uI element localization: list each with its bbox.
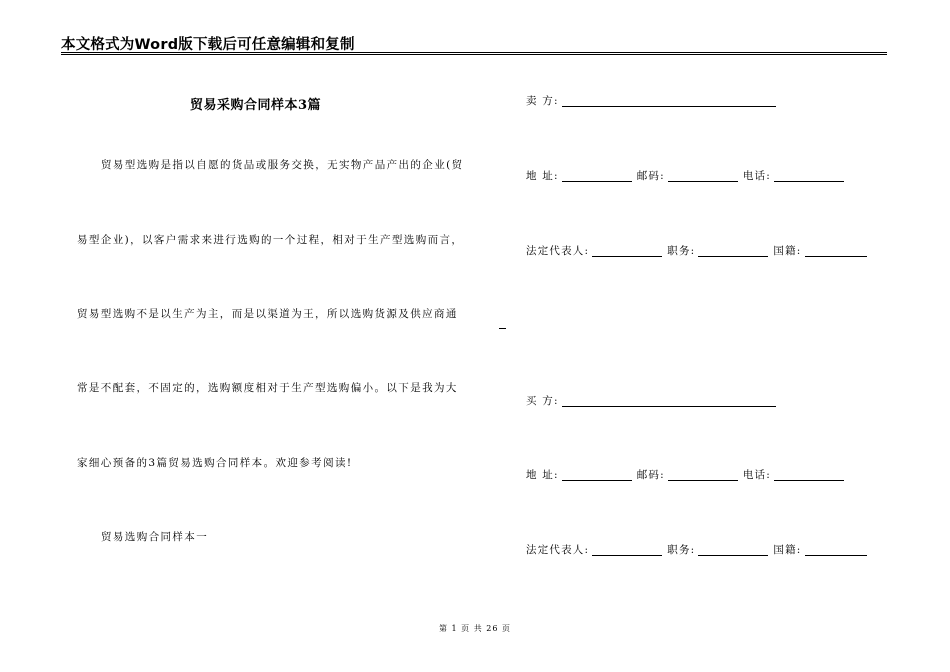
banner-rule-bottom — [61, 54, 887, 55]
buyer-rep-label: 法定代表人: — [526, 544, 590, 556]
buyer-party-row — [526, 393, 781, 408]
seller-address-blank[interactable] — [562, 170, 632, 182]
seller-position-label: 职务: — [667, 245, 696, 257]
buyer-nationality-blank[interactable] — [805, 544, 867, 556]
buyer-address-blank[interactable] — [562, 469, 632, 481]
seller-address-row — [526, 168, 849, 183]
seller-party-row — [526, 93, 781, 108]
buyer-party-blank[interactable] — [562, 395, 776, 407]
intro-line: 贸易型选购是指以自愿的货品或服务交换，无实物产品产出的企业(贸 — [101, 159, 464, 171]
banner-rule-top — [61, 52, 887, 53]
seller-phone-blank[interactable] — [774, 170, 844, 182]
intro-line: 贸易型选购不是以生产为主，而是以渠道为王，所以选购货源及供应商通 — [77, 308, 458, 320]
buyer-phone-label: 电话: — [742, 469, 771, 481]
seller-party-blank[interactable] — [562, 95, 776, 107]
buyer-postcode-label: 邮码: — [636, 469, 665, 481]
seller-nationality-blank[interactable] — [805, 245, 867, 257]
seller-rep-blank[interactable] — [592, 245, 662, 257]
document-banner: 本文格式为Word版下载后可任意编辑和复制 — [61, 37, 355, 53]
buyer-phone-blank[interactable] — [774, 469, 844, 481]
intro-line: 家细心预备的3篇贸易选购合同样本。欢迎参考阅读! — [77, 457, 353, 469]
page-title: 贸易采购合同样本3篇 — [190, 98, 322, 113]
buyer-address-row — [526, 467, 849, 482]
intro-line: 常是不配套，不固定的，选购额度相对于生产型选购偏小。以下是我为大 — [77, 382, 458, 394]
seller-address-label: 地 址: — [526, 170, 559, 182]
seller-rep-row — [526, 243, 872, 258]
buyer-rep-row — [526, 542, 872, 557]
intro-line: 易型企业)，以客户需求来进行选购的一个过程，相对于生产型选购而言， — [77, 234, 464, 246]
seller-rep-label: 法定代表人: — [526, 245, 590, 257]
sample-heading: 贸易选购合同样本一 — [101, 531, 209, 543]
seller-party-label: 卖 方: — [526, 95, 559, 107]
seller-nationality-label: 国籍: — [773, 245, 802, 257]
buyer-party-label: 买 方: — [526, 395, 559, 407]
page-footer: 第 1 页 共 26 页 — [439, 624, 511, 633]
seller-postcode-blank[interactable] — [668, 170, 738, 182]
buyer-postcode-blank[interactable] — [668, 469, 738, 481]
buyer-nationality-label: 国籍: — [773, 544, 802, 556]
buyer-position-label: 职务: — [667, 544, 696, 556]
buyer-position-blank[interactable] — [698, 544, 768, 556]
buyer-address-label: 地 址: — [526, 469, 559, 481]
seller-phone-label: 电话: — [742, 170, 771, 182]
seller-postcode-label: 邮码: — [636, 170, 665, 182]
seller-position-blank[interactable] — [698, 245, 768, 257]
column-mark — [499, 328, 506, 329]
buyer-rep-blank[interactable] — [592, 544, 662, 556]
